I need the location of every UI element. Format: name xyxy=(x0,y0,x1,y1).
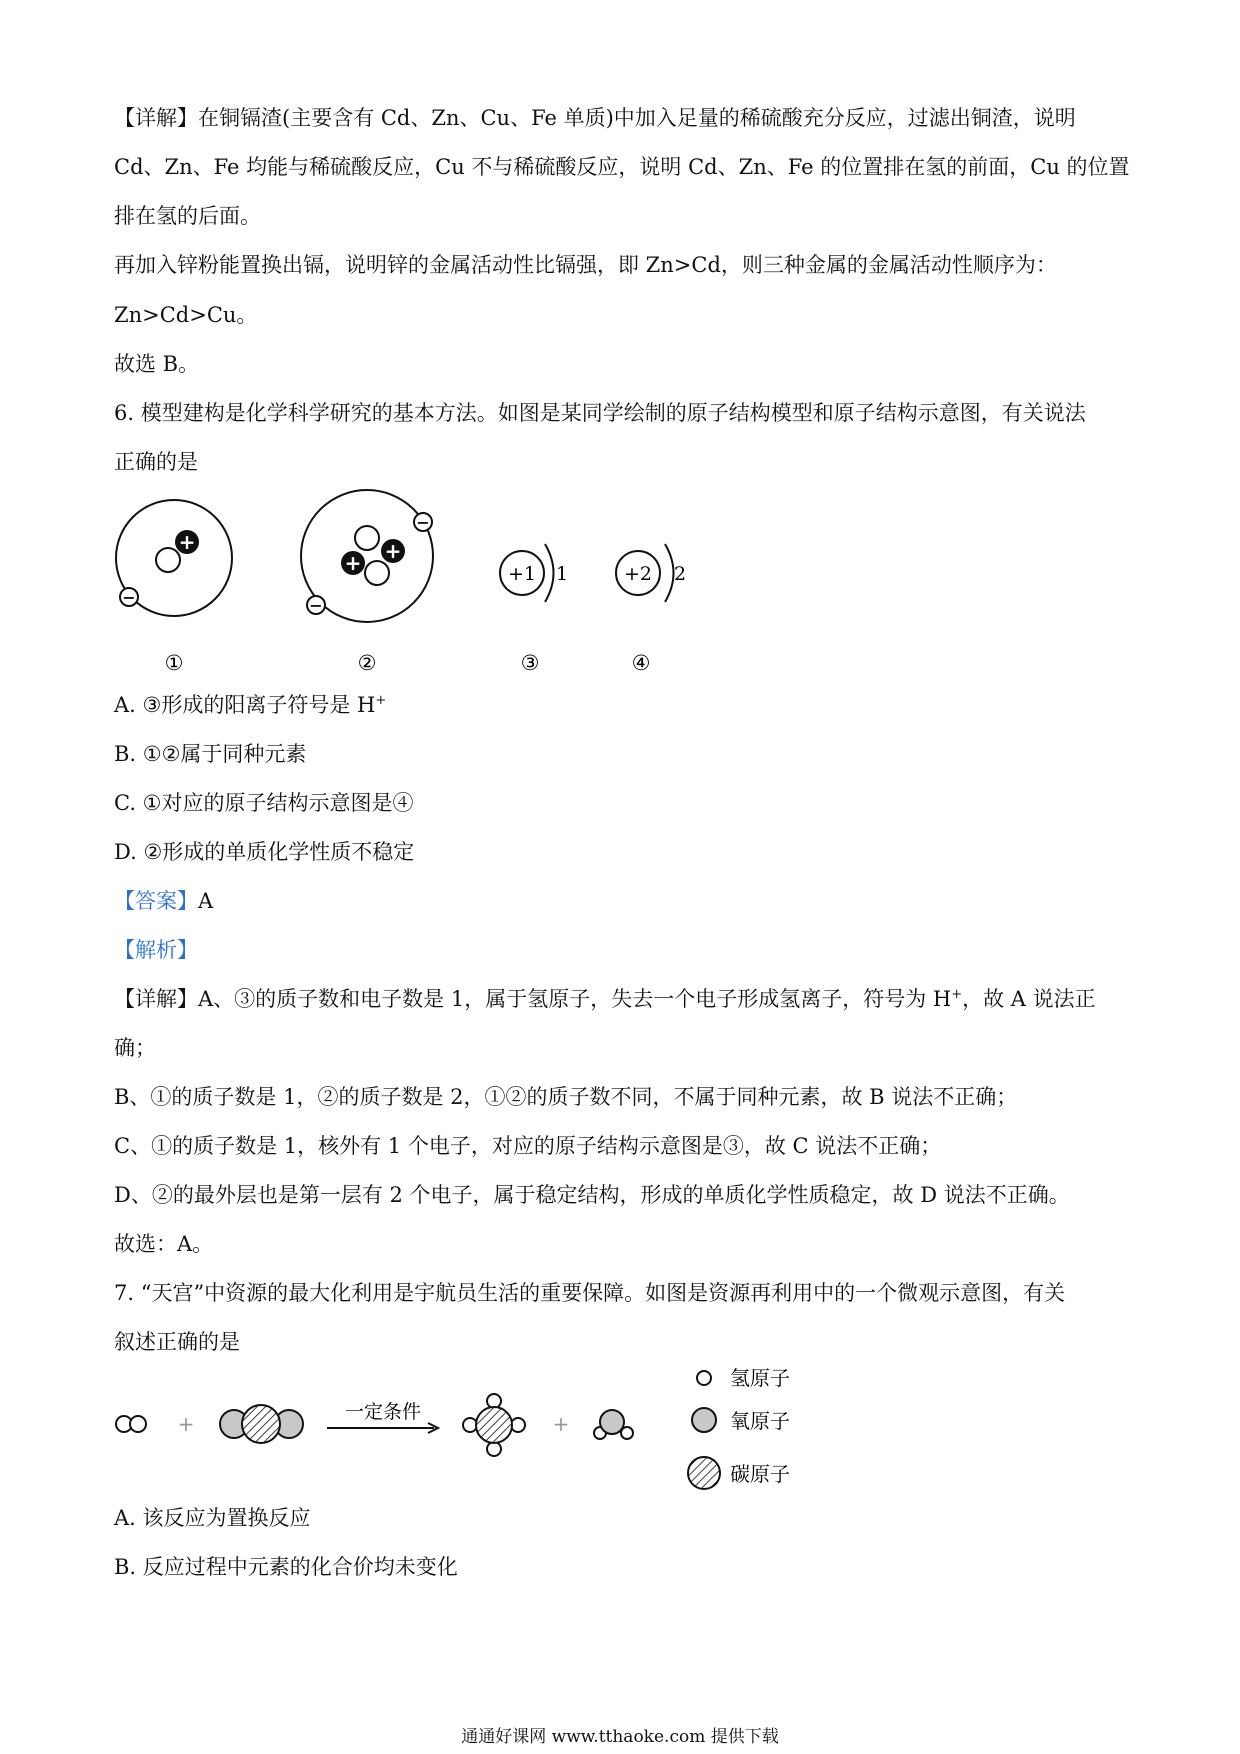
figure-label-4: ④ xyxy=(631,651,651,675)
q6-option-a: A. ③形成的阳离子符号是 H+ xyxy=(114,693,387,717)
q6-analysis-tag: 【解析】 xyxy=(114,938,198,962)
plus-sign-2: + xyxy=(552,1412,570,1436)
legend-carbon: 碳原子 xyxy=(730,1462,790,1486)
page-footer: 通通好课网 www.tthaoke.com 提供下载 xyxy=(461,1727,779,1747)
q7-option-a: A. 该反应为置换反应 xyxy=(114,1506,311,1530)
q6-stem-line-2: 正确的是 xyxy=(114,450,198,474)
q6-detail-line-4: C、①的质子数是 1，核外有 1 个电子，对应的原子结构示意图是③，故 C 说法不正确； xyxy=(114,1134,942,1158)
svg-text:+: + xyxy=(384,539,402,563)
figure-label-3: ③ xyxy=(520,651,540,675)
svg-text:+1: +1 xyxy=(507,563,537,585)
q6-detail-line-2: 确； xyxy=(114,1036,156,1060)
q6-detail-line-1: 【详解】A、③的质子数和电子数是 1，属于氢原子，失去一个电子形成氢离子，符号为 H+，故 A 说法正 xyxy=(114,987,1096,1011)
detail-prev-conclusion: 故选 B。 xyxy=(114,352,200,376)
q7-stem-line-2: 叙述正确的是 xyxy=(114,1330,240,1354)
svg-text:2: 2 xyxy=(673,563,687,585)
svg-text:一定条件: 一定条件 xyxy=(344,1401,422,1423)
svg-text:1: 1 xyxy=(555,563,569,585)
plus-sign-1: + xyxy=(177,1412,195,1436)
q6-detail-line-5: D、②的最外层也是第一层有 2 个电子，属于稳定结构，形成的单质化学性质稳定，故 D 说法不正确。 xyxy=(114,1183,1070,1207)
water-molecule xyxy=(594,1410,633,1439)
svg-text:+: + xyxy=(344,551,362,575)
q6-stem-line-1: 6. 模型建构是化学科学研究的基本方法。如图是某同学绘制的原子结构模型和原子结构示意图，有关说法 xyxy=(114,401,1086,425)
carbon-dioxide-molecule xyxy=(220,1405,303,1443)
detail-prev-line-5: Zn>Cd>Cu。 xyxy=(114,303,258,327)
reaction-arrow xyxy=(327,1401,438,1433)
figure-label-1: ① xyxy=(164,651,184,675)
q7-stem-line-1: 7. “天宫”中资源的最大化利用是宇航员生活的重要保障。如图是资源再利用中的一个微观示意图，有关 xyxy=(114,1281,1066,1305)
svg-text:−: − xyxy=(122,588,136,607)
detail-prev-line-3: 排在氢的后面。 xyxy=(114,204,261,228)
svg-text:−: − xyxy=(309,596,323,615)
svg-text:+2: +2 xyxy=(623,563,653,585)
methane-molecule xyxy=(463,1394,525,1456)
q6-conclusion: 故选：A。 xyxy=(114,1232,214,1256)
legend xyxy=(688,1366,790,1489)
detail-prev-line-1: 【详解】在铜镉渣(主要含有 Cd、Zn、Cu、Fe 单质)中加入足量的稀硫酸充分反应，过滤出铜渣，说明 xyxy=(114,106,1076,130)
hydrogen-molecule xyxy=(116,1416,146,1432)
detail-prev-line-2: Cd、Zn、Fe 均能与稀硫酸反应，Cu 不与稀硫酸反应，说明 Cd、Zn、Fe 的位置排在氢的前面，Cu 的位置 xyxy=(114,155,1130,179)
q6-option-d: D. ②形成的单质化学性质不稳定 xyxy=(114,840,415,864)
q6-answer: 【答案】A xyxy=(114,889,214,913)
q7-option-b: B. 反应过程中元素的化合价均未变化 xyxy=(114,1555,458,1579)
legend-oxygen: 氧原子 xyxy=(730,1409,790,1433)
svg-text:+: + xyxy=(178,530,196,554)
legend-hydrogen: 氢原子 xyxy=(730,1366,790,1390)
q6-detail-line-3: B、①的质子数是 1，②的质子数是 2，①②的质子数不同，不属于同种元素，故 B 说法不正确； xyxy=(114,1085,1018,1109)
q6-option-b: B. ①②属于同种元素 xyxy=(114,742,307,766)
figure-label-2: ② xyxy=(357,651,377,675)
svg-text:−: − xyxy=(416,513,430,532)
q6-option-c: C. ①对应的原子结构示意图是④ xyxy=(114,791,414,815)
detail-prev-line-4: 再加入锌粉能置换出镉，说明锌的金属活动性比镉强，即 Zn>Cd，则三种金属的金属活动性顺序为： xyxy=(114,253,1057,277)
